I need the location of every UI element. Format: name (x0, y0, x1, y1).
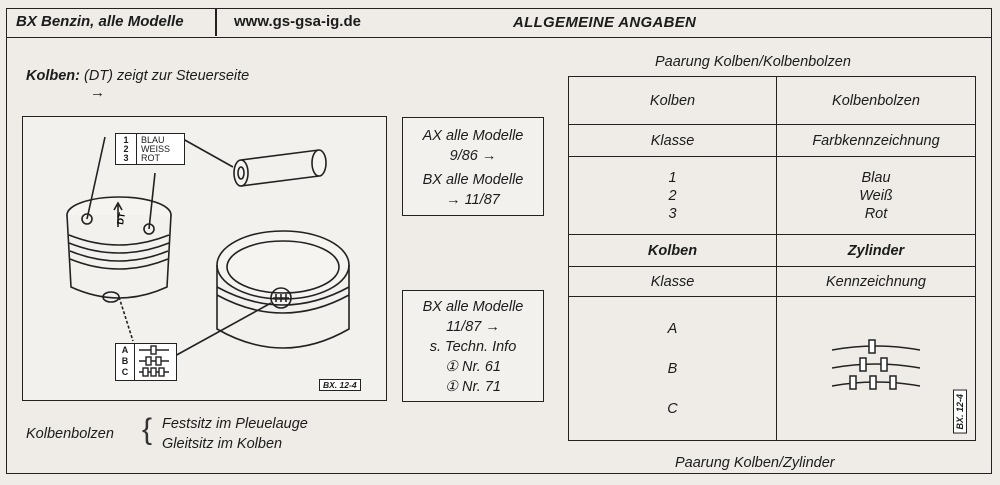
color-weiss: Weiß (859, 187, 893, 204)
class-code-c: C (121, 367, 129, 377)
class-code-tag (115, 343, 177, 381)
color-name-1: BLAU (141, 135, 165, 145)
table-subheader-kolben: Kolben (569, 235, 777, 267)
table-cell-klasse: Klasse (569, 125, 777, 157)
class-marks-icon (135, 344, 173, 378)
kolbenbolzen-fit-2: Gleitsitz im Kolben (162, 436, 283, 452)
color-name-3: ROT (141, 153, 160, 163)
validity-1-line4: → 11/87 (446, 192, 500, 208)
color-name-2: WEISS (141, 144, 171, 154)
color-rot: Rot (864, 205, 888, 222)
class-1: 1 (668, 169, 677, 186)
table-row (569, 235, 976, 267)
table-title-bottom: Paarung Kolben/Zylinder (675, 455, 835, 471)
validity-2-line1: BX alle Modelle (422, 299, 524, 315)
kolben-note-bold: Kolben: (26, 68, 80, 84)
brace-icon: { (142, 413, 153, 446)
piston-icon (67, 137, 171, 341)
table-header-kolbenbolzen: Kolbenbolzen (777, 77, 976, 125)
kolbenbolzen-fit-1: Festsitz im Pleuelauge (162, 416, 308, 432)
validity-2-line3: s. Techn. Info (429, 339, 517, 355)
table-cell-kennzeichnung: Kennzeichnung (777, 267, 976, 297)
table-cell-marks (777, 297, 976, 441)
validity-box-1 (402, 117, 544, 216)
color-code-tag (115, 133, 185, 165)
piston-illustration (23, 117, 385, 399)
validity-2-line2: 11/87 → (446, 319, 500, 335)
class-b: B (667, 360, 678, 377)
header-website: www.gs-gsa-ig.de (234, 13, 361, 30)
class-c: C (667, 400, 678, 417)
pairing-table (568, 76, 976, 441)
validity-2-line5: ① Nr. 71 (445, 379, 501, 395)
class-a: A (667, 320, 678, 337)
piston-diagram (22, 116, 387, 401)
validity-1-line2: 9/86 → (449, 148, 497, 164)
table-row (569, 157, 976, 235)
class-3: 3 (668, 205, 677, 222)
kolben-note (26, 68, 249, 84)
table-cell-classes (569, 157, 777, 235)
validity-1-line3: BX alle Modelle (422, 172, 524, 188)
header-model: BX Benzin, alle Modelle (16, 13, 184, 30)
class-code-b: B (121, 356, 129, 366)
table-ref: BX. 12-4 (953, 390, 967, 434)
table-row (569, 267, 976, 297)
piston-pin-icon (183, 139, 326, 186)
table-header-kolben: Kolben (569, 77, 777, 125)
table-cell-abc (569, 297, 777, 441)
validity-box-2 (402, 290, 544, 402)
piston-mark: DT (115, 211, 128, 226)
kolben-arrow: → (90, 84, 105, 101)
kolbenbolzen-label: Kolbenbolzen (26, 426, 114, 442)
header (6, 8, 992, 38)
table-row (569, 77, 976, 125)
table-subheader-zylinder: Zylinder (777, 235, 976, 267)
table-row (569, 297, 976, 441)
color-num-3: 3 (123, 153, 129, 163)
header-title: ALLGEMEINE ANGABEN (513, 14, 697, 31)
cylinder-icon (173, 231, 349, 357)
color-num-1: 1 (123, 135, 129, 145)
color-num-2: 2 (123, 144, 129, 154)
validity-1-line1: AX alle Modelle (422, 128, 524, 144)
table-row (569, 125, 976, 157)
kolben-note-text: (DT) zeigt zur Steuerseite (84, 68, 250, 84)
table-cell-farbkennzeichnung: Farbkennzeichnung (777, 125, 976, 157)
color-blau: Blau (861, 169, 891, 186)
diagram-ref: BX. 12-4 (319, 379, 361, 391)
cylinder-marks-icon (826, 334, 926, 404)
table-cell-klasse-2: Klasse (569, 267, 777, 297)
table-title-top: Paarung Kolben/Kolbenbolzen (655, 54, 851, 70)
class-code-a: A (121, 345, 129, 355)
class-2: 2 (668, 187, 677, 204)
validity-2-line4: ① Nr. 61 (445, 359, 501, 375)
header-divider (215, 8, 217, 36)
table-cell-colors (777, 157, 976, 235)
